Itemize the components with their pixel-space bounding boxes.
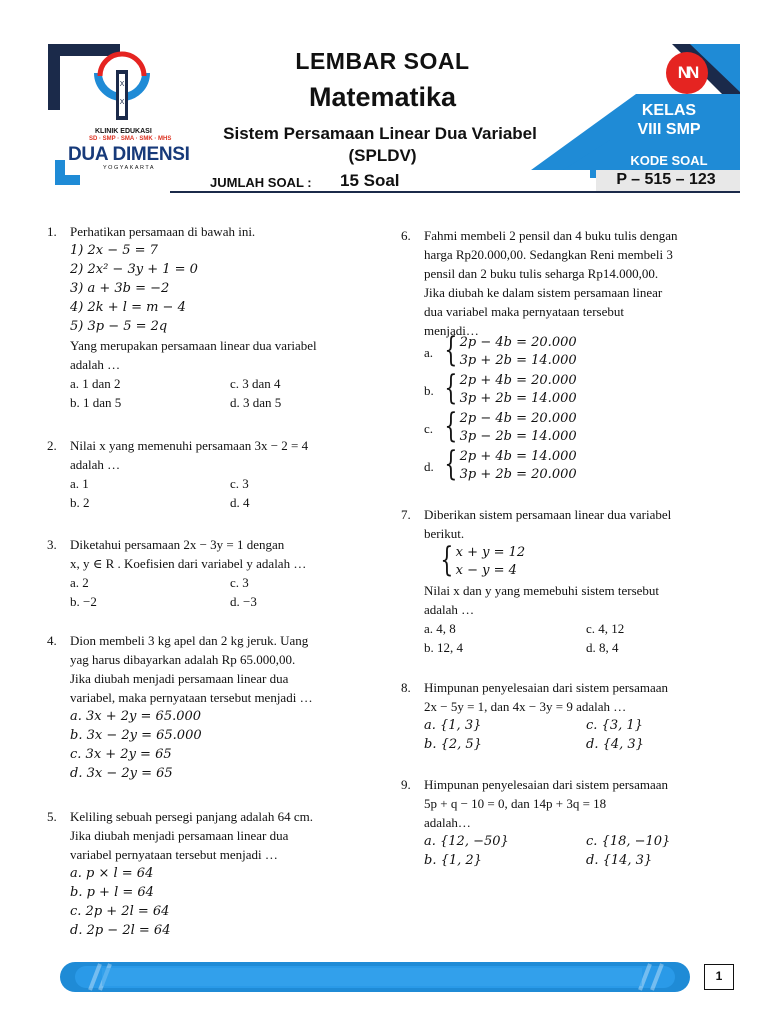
class-label: KELAS [641,102,697,119]
option-label: c. [424,420,434,436]
topic-title: Sistem Persamaan Linear Dua Variabel [223,124,537,143]
option-b[interactable]: b. 12, 4 [424,640,463,655]
svg-text:X: X [119,98,125,106]
equation: 3p − 2b = 14.000 [459,429,577,444]
question-number: 1. [47,224,57,239]
option-b[interactable]: b. 3x − 2y = 65.000 [70,728,202,743]
option-c[interactable]: c. 2p + 2l = 64 [70,904,170,919]
equation: 3p + 2b = 20.000 [459,467,577,482]
option-a[interactable]: a. 1 dan 2 [70,376,121,391]
question-text: Yang merupakan persamaan linear dua variabel [70,338,317,353]
question-text: Dion membeli 3 kg apel dan 2 kg jeruk. Uang [70,633,309,648]
equation: 2p + 4b = 20.000 [459,373,577,388]
equation: 3p + 2b = 14.000 [459,353,577,368]
question-6 [401,226,723,496]
class-badge [606,101,732,139]
option-c[interactable]: c. 3 [230,575,249,590]
option-a[interactable]: a. 2 [70,575,89,590]
question-3 [47,535,365,615]
question-text: Himpunan penyelesaian dari sistem persamaan [424,680,669,695]
question-text: yag harus dibayarkan adalah Rp 65.000,00. [70,652,296,667]
question-number: 9. [401,777,411,792]
option-c[interactable]: c. 3x + 2y = 65 [70,747,172,762]
brace-icon: { [444,330,458,370]
question-number: 2. [47,438,57,453]
question-text: 5p + q − 10 = 0, dan 14p + 3q = 18 [424,796,607,811]
option-c[interactable] [424,406,723,447]
brace-icon: { [444,444,458,484]
class-level: VIII SMP [637,121,701,138]
option-label: d. [424,458,434,474]
question-text: harga Rp20.000,00. Sedangkan Reni membeli 3 [424,247,673,262]
equation-item: 5) 3p − 5 = 2q [70,319,168,334]
question-number: 4. [47,633,57,648]
page-number: 1 [704,964,734,990]
brace-icon: { [444,406,458,446]
logo-klinik-text: KLINIK EDUKASI [95,128,152,135]
equation-system [436,540,723,581]
option-a[interactable]: a. {12, −50} [424,834,509,849]
subject-title: Matematika [308,82,457,112]
option-d[interactable]: d. 4 [230,495,250,510]
equation: x − y = 4 [455,563,517,578]
question-8 [401,678,723,758]
code-label: KODE SOAL [630,153,708,168]
option-a[interactable]: a. 1 [70,476,89,491]
question-text: Keliling sebuah persegi panjang adalah 64 cm. [70,809,313,824]
option-label: a. [424,344,434,360]
equation-item: 3) a + 3b = −2 [70,281,170,296]
equation: 2p − 4b = 20.000 [459,335,577,350]
logo-symbol [98,54,146,120]
option-c[interactable]: c. {18, −10} [586,834,671,849]
question-text: adalah … [70,357,121,372]
page-title: LEMBAR SOAL [295,48,470,74]
question-number: 8. [401,680,411,695]
question-text: adalah … [424,602,475,617]
option-a[interactable]: a. {1, 3} [424,718,482,733]
question-text: pensil dan 2 buku tulis seharga Rp14.000,00. [424,266,659,281]
question-text: menjadi… [424,323,479,338]
option-a[interactable]: a. 4, 8 [424,621,456,636]
option-d[interactable]: d. −3 [230,594,257,609]
option-b[interactable]: b. {1, 2} [424,853,482,868]
option-d[interactable]: d. {4, 3} [586,737,644,752]
option-a[interactable]: a. 3x + 2y = 65.000 [70,709,202,724]
question-text: Diketahui persamaan 2x − 3y = 1 dengan [70,537,285,552]
equation-item: 4) 2k + l = m − 4 [70,300,186,315]
brace-icon: { [440,540,454,580]
question-5 [47,807,365,947]
option-b[interactable]: b. 2 [70,495,90,510]
nn-logo-icon: NN [666,52,708,94]
question-count-value: 15 Soal [340,171,400,190]
option-label: b. [424,382,434,398]
question-text: variabel pernyataan tersebut menjadi … [70,847,278,862]
question-text: variabel, maka pernyataan tersebut menjadi … [70,690,313,705]
option-d[interactable]: d. 8, 4 [586,640,619,655]
equation: x + y = 12 [455,545,526,560]
option-b[interactable]: b. p + l = 64 [70,885,154,900]
equation-item: 2) 2x² − 3y + 1 = 0 [70,262,198,277]
question-text: x, y ∈ R . Koefisien dari variabel y adalah … [70,556,307,571]
question-text: Himpunan penyelesaian dari sistem persamaan [424,777,669,792]
option-a[interactable]: a. p × l = 64 [70,866,154,881]
question-text: Jika diubah ke dalam sistem persamaan linear [424,285,663,300]
question-number: 3. [47,537,57,552]
equation: 3p + 2b = 14.000 [459,391,577,406]
option-d[interactable]: d. 3 dan 5 [230,395,282,410]
question-text: berikut. [424,526,465,541]
option-b[interactable]: b. 1 dan 5 [70,395,122,410]
equation-item: 1) 2x − 5 = 7 [70,243,158,258]
option-d[interactable]: d. {14, 3} [586,853,653,868]
question-text: Fahmi membeli 2 pensil dan 4 buku tulis dengan [424,228,678,243]
question-4 [47,631,365,791]
option-d[interactable]: d. 2p − 2l = 64 [70,923,171,938]
question-text: dua variabel maka pernyataan tersebut [424,304,624,319]
option-b[interactable]: b. −2 [70,594,97,609]
brace-icon: { [444,368,458,408]
question-text: Diberikan sistem persamaan linear dua variabel [424,507,672,522]
question-9 [401,775,723,875]
question-count-label: JUMLAH SOAL : [210,175,312,190]
option-c[interactable]: c. 3 [230,476,249,491]
question-7 [401,505,723,655]
logo-name-text: DUA DIMENSI [68,144,190,165]
question-2 [47,436,365,516]
question-1 [47,222,365,422]
question-text: adalah… [424,815,471,830]
logo-city-text: YOGYAKARTA [103,165,155,171]
option-c[interactable]: c. 3 dan 4 [230,376,281,391]
footer-decoration [0,950,768,1010]
option-d[interactable]: d. 3x − 2y = 65 [70,766,173,781]
equation: 2p + 4b = 14.000 [459,449,577,464]
question-text: adalah … [70,457,121,472]
question-number: 7. [401,507,411,522]
equation: 2p − 4b = 20.000 [459,411,577,426]
question-text: 2x − 5y = 1, dan 4x − 3y = 9 adalah … [424,699,627,714]
option-b[interactable] [424,368,723,409]
option-b[interactable]: b. {2, 5} [424,737,482,752]
option-c[interactable]: c. 4, 12 [586,621,625,636]
logo-levels-text: SD · SMP · SMA · SMK · MHS [89,136,172,142]
question-text: Jika diubah menjadi persamaan linear dua [70,828,289,843]
code-value: P – 515 – 123 [616,171,716,188]
option-c[interactable]: c. {3, 1} [586,718,643,733]
question-number: 6. [401,228,411,243]
option-d[interactable] [424,444,723,485]
question-text: Nilai x dan y yang memebuhi sistem tersebut [424,583,660,598]
question-text: Jika diubah menjadi persamaan linear dua [70,671,289,686]
topic-abbreviation: (SPLDV) [348,146,417,165]
question-number: 5. [47,809,57,824]
svg-text:X: X [119,80,125,88]
question-text: Nilai x yang memenuhi persamaan 3x − 2 = 4 [70,438,309,453]
question-text: Perhatikan persamaan di bawah ini. [70,224,256,239]
